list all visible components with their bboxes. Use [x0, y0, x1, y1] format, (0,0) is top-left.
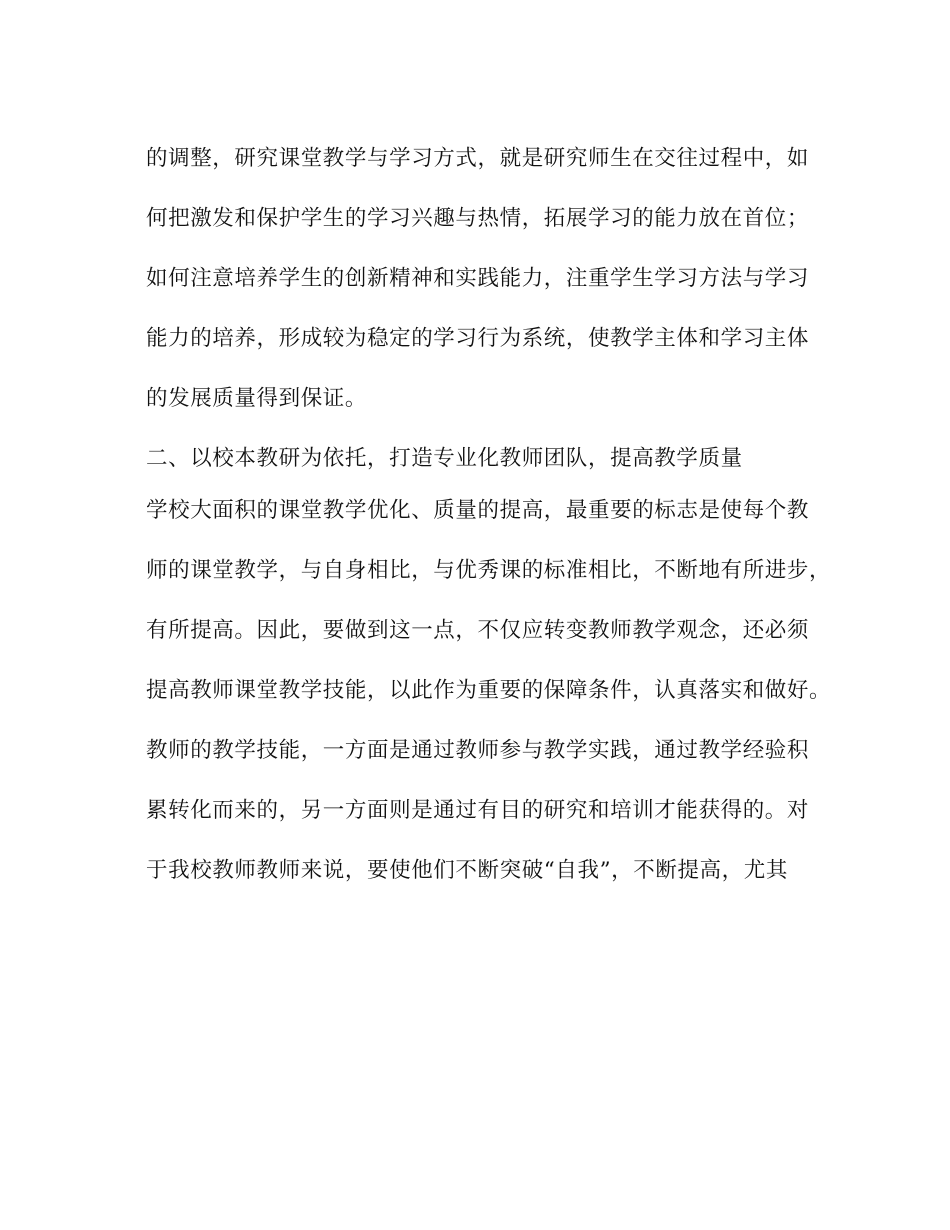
paragraph-line: 提高教师课堂教学技能，以此作为重要的保障条件，认真落实和做好。	[146, 678, 832, 703]
paragraph-line: 师的课堂教学，与自身相比，与优秀课的标准相比，不断地有所进步，	[146, 558, 832, 583]
paragraph-line: 能力的培养，形成较为稳定的学习行为系统，使教学主体和学习主体	[146, 326, 810, 351]
paragraph-line: 有所提高。因此，要做到这一点，不仅应转变教师教学观念，还必须	[146, 618, 810, 643]
paragraph-line: 的调整，研究课堂教学与学习方式，就是研究师生在交往过程中，如	[146, 146, 810, 171]
paragraph-line: 累转化而来的，另一方面则是通过有目的研究和培训才能获得的。对	[146, 798, 810, 823]
paragraph-line: 的发展质量得到保证。	[146, 386, 368, 411]
paragraph-line: 于我校教师教师来说，要使他们不断突破“自我”，不断提高，尤其	[146, 858, 788, 883]
paragraph-line: 如何注意培养学生的创新精神和实践能力，注重学生学习方法与学习	[146, 266, 810, 291]
section-heading: 二、以校本教研为依托，打造专业化教师团队，提高教学质量	[146, 446, 743, 471]
paragraph-line: 学校大面积的课堂教学优化、质量的提高，最重要的标志是使每个教	[146, 498, 810, 523]
paragraph-line: 教师的教学技能，一方面是通过教师参与教学实践，通过教学经验积	[146, 738, 810, 763]
paragraph-line: 何把激发和保护学生的学习兴趣与热情，拓展学习的能力放在首位；	[146, 206, 810, 231]
